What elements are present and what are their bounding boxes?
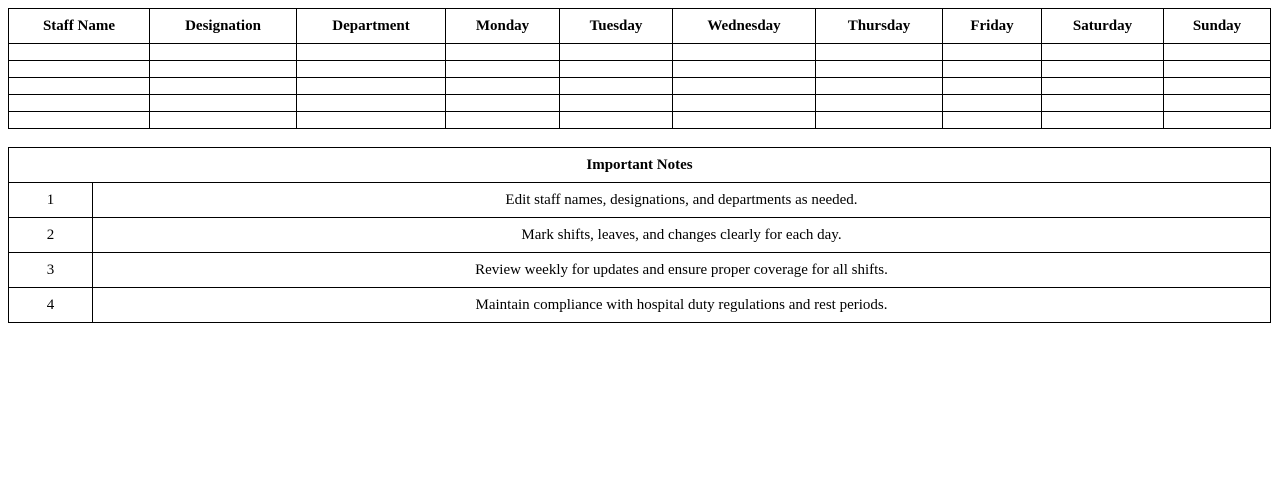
table-cell[interactable] [816, 78, 943, 95]
table-cell[interactable] [560, 112, 673, 129]
table-cell[interactable] [1164, 112, 1271, 129]
table-cell[interactable] [1042, 112, 1164, 129]
table-row [9, 95, 1271, 112]
table-cell[interactable] [446, 44, 560, 61]
table-cell[interactable] [297, 44, 446, 61]
table-cell[interactable] [816, 112, 943, 129]
table-cell[interactable] [9, 61, 150, 78]
table-cell[interactable] [1042, 44, 1164, 61]
note-number: 4 [9, 288, 93, 323]
table-cell[interactable] [816, 61, 943, 78]
header-staff-name: Staff Name [9, 9, 150, 44]
note-number: 1 [9, 183, 93, 218]
table-cell[interactable] [297, 95, 446, 112]
table-row [9, 44, 1271, 61]
table-cell[interactable] [297, 61, 446, 78]
table-cell[interactable] [943, 44, 1042, 61]
header-wednesday: Wednesday [673, 9, 816, 44]
notes-title-row [9, 148, 1271, 183]
important-notes-table [8, 147, 1271, 323]
notes-title: Important Notes [9, 148, 1271, 183]
header-thursday: Thursday [816, 9, 943, 44]
table-cell[interactable] [1164, 61, 1271, 78]
table-row [9, 61, 1271, 78]
table-cell[interactable] [150, 112, 297, 129]
table-cell[interactable] [9, 78, 150, 95]
table-cell[interactable] [1164, 78, 1271, 95]
note-text: Maintain compliance with hospital duty regulations and rest periods. [93, 288, 1271, 323]
header-sunday: Sunday [1164, 9, 1271, 44]
table-cell[interactable] [150, 95, 297, 112]
table-cell[interactable] [150, 78, 297, 95]
table-row [9, 78, 1271, 95]
header-tuesday: Tuesday [560, 9, 673, 44]
table-cell[interactable] [943, 112, 1042, 129]
table-cell[interactable] [150, 61, 297, 78]
header-friday: Friday [943, 9, 1042, 44]
note-number: 3 [9, 253, 93, 288]
table-cell[interactable] [673, 95, 816, 112]
note-row [9, 183, 1271, 218]
table-cell[interactable] [673, 78, 816, 95]
table-cell[interactable] [9, 95, 150, 112]
table-cell[interactable] [560, 95, 673, 112]
table-cell[interactable] [446, 95, 560, 112]
table-cell[interactable] [560, 61, 673, 78]
note-row [9, 288, 1271, 323]
table-cell[interactable] [816, 44, 943, 61]
header-saturday: Saturday [1042, 9, 1164, 44]
table-cell[interactable] [560, 44, 673, 61]
table-cell[interactable] [297, 78, 446, 95]
table-cell[interactable] [673, 112, 816, 129]
note-row [9, 218, 1271, 253]
table-cell[interactable] [673, 61, 816, 78]
table-cell[interactable] [446, 78, 560, 95]
note-text: Review weekly for updates and ensure proper coverage for all shifts. [93, 253, 1271, 288]
note-text: Mark shifts, leaves, and changes clearly for each day. [93, 218, 1271, 253]
table-cell[interactable] [297, 112, 446, 129]
table-cell[interactable] [446, 112, 560, 129]
header-designation: Designation [150, 9, 297, 44]
table-cell[interactable] [943, 78, 1042, 95]
note-text: Edit staff names, designations, and departments as needed. [93, 183, 1271, 218]
table-cell[interactable] [816, 95, 943, 112]
table-cell[interactable] [9, 44, 150, 61]
table-cell[interactable] [560, 78, 673, 95]
table-cell[interactable] [943, 61, 1042, 78]
table-row [9, 112, 1271, 129]
header-department: Department [297, 9, 446, 44]
header-monday: Monday [446, 9, 560, 44]
table-cell[interactable] [9, 112, 150, 129]
table-cell[interactable] [446, 61, 560, 78]
table-cell[interactable] [1042, 61, 1164, 78]
table-cell[interactable] [943, 95, 1042, 112]
note-number: 2 [9, 218, 93, 253]
table-cell[interactable] [1164, 44, 1271, 61]
staff-roster-table [8, 8, 1271, 129]
table-cell[interactable] [673, 44, 816, 61]
table-cell[interactable] [1042, 95, 1164, 112]
table-cell[interactable] [1164, 95, 1271, 112]
table-cell[interactable] [1042, 78, 1164, 95]
table-cell[interactable] [150, 44, 297, 61]
roster-header-row [9, 9, 1271, 44]
note-row [9, 253, 1271, 288]
